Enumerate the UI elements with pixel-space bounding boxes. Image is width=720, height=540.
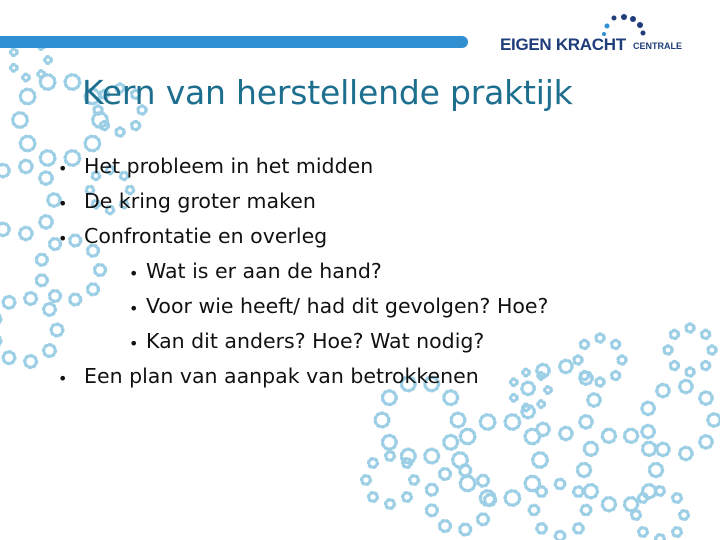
sub-bullet-marker: • (129, 299, 139, 318)
bullet-marker: • (58, 369, 68, 388)
sub-bullet-marker: • (129, 334, 139, 353)
bullet-marker: • (58, 229, 68, 248)
bullet-marker: • (58, 159, 68, 178)
bullet-item: Het probleem in het midden (84, 154, 374, 178)
sub-bullet-item: Wat is er aan de hand? (146, 259, 382, 283)
slide-title: Kern van herstellende praktijk (82, 73, 573, 112)
sub-bullet-marker: • (129, 264, 139, 283)
logo-main-text: EIGEN KRACHT (500, 35, 626, 54)
bullet-item: Een plan van aanpak van betrokkenen (84, 364, 479, 388)
logo-sub-text: CENTRALE (633, 41, 682, 51)
sub-bullet-item: Kan dit anders? Hoe? Wat nodig? (146, 329, 485, 353)
bullet-item: De kring groter maken (84, 189, 316, 213)
bullet-marker: • (58, 194, 68, 213)
bullet-item: Confrontatie en overleg (84, 224, 328, 248)
sub-bullet-item: Voor wie heeft/ had dit gevolgen? Hoe? (146, 294, 549, 318)
